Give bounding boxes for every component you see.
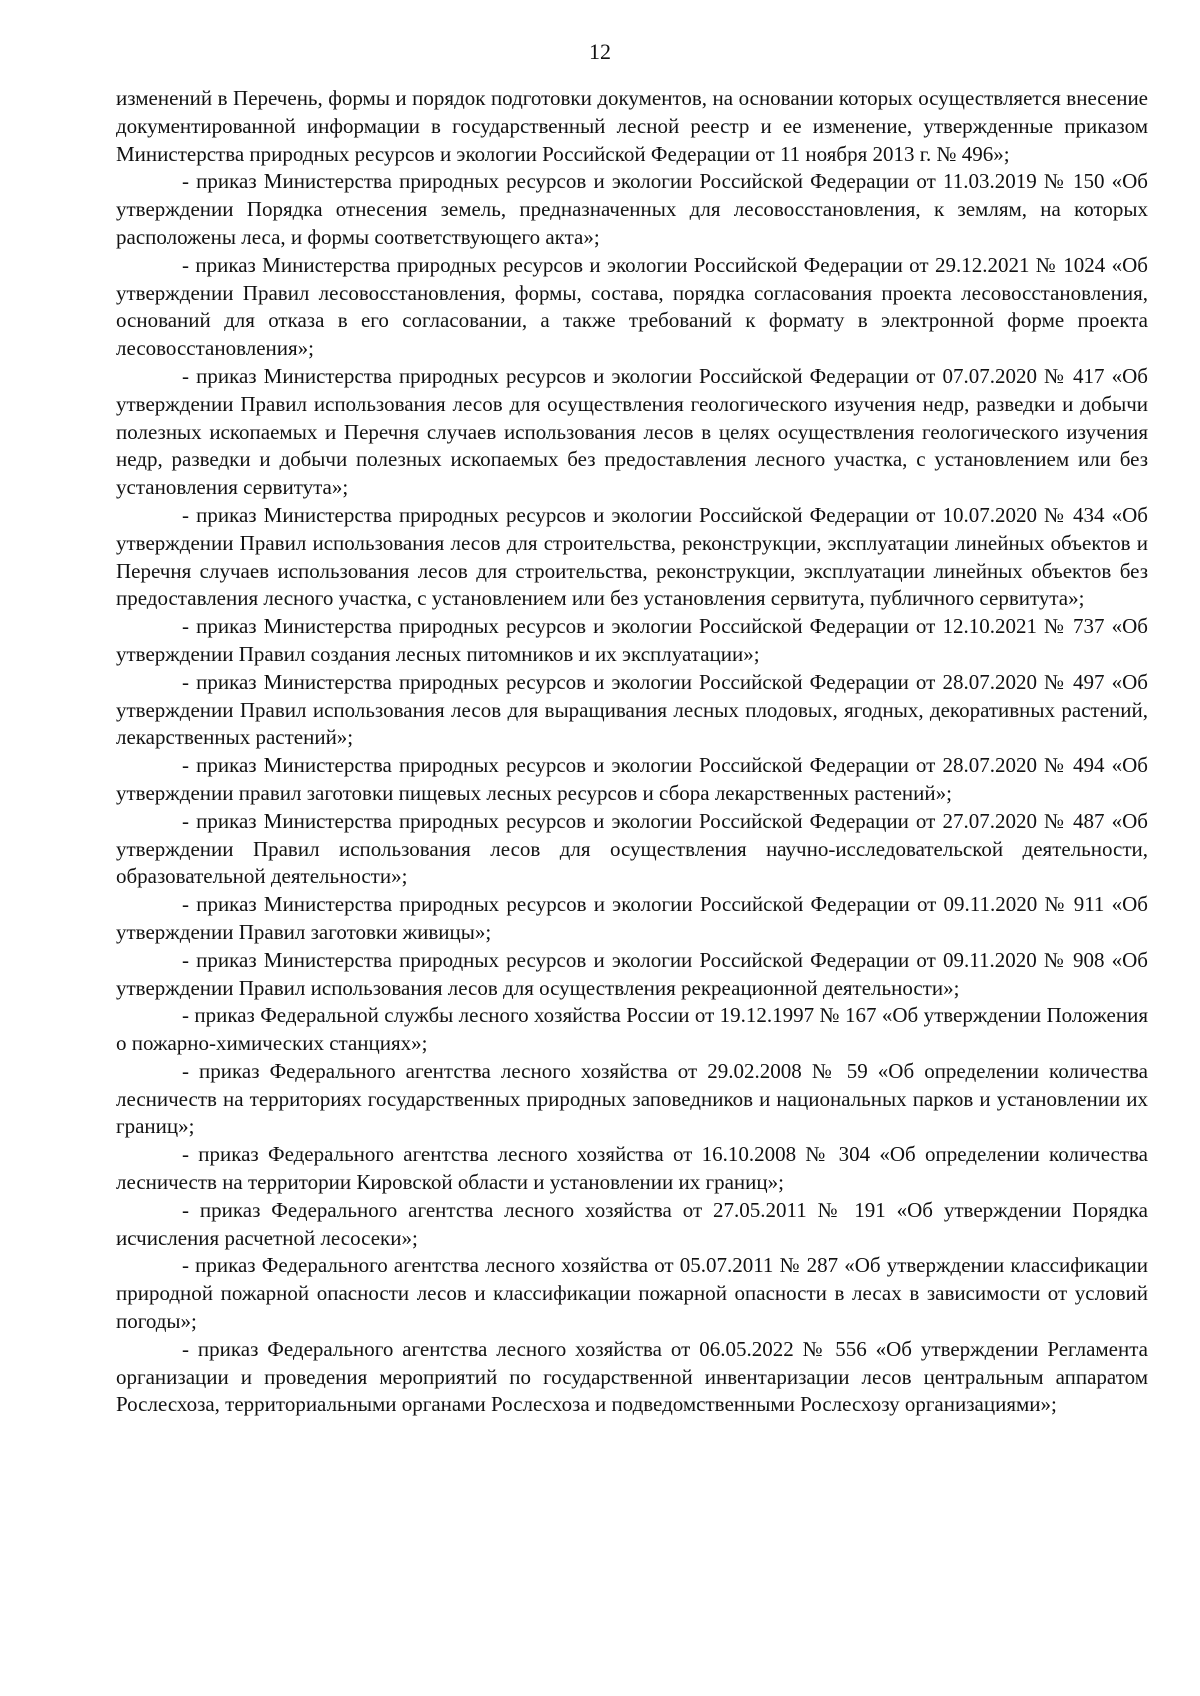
list-item: - приказ Федеральной службы лесного хозяйства России от 19.12.1997 № 167 «Об утверждении Положения о пожарно-химических станциях»; — [116, 1003, 1148, 1056]
list-item: - приказ Министерства природных ресурсов и экологии Российской Федерации от 09.11.2020 № 908 «Об утверждении Правил использования лесов для осуществления рекреационной деятельности»; — [116, 947, 1148, 1000]
document-body — [116, 85, 1148, 1419]
list-item: - приказ Министерства природных ресурсов и экологии Российской Федерации от 09.11.2020 № 911 «Об утверждении Правил заготовки живицы»; — [116, 892, 1148, 944]
list-item: - приказ Федерального агентства лесного хозяйства от 06.05.2022 № 556 «Об утверждении Регламента организации и проведения мероприятий по государственной инвентаризации лесов центральным аппаратом Рослесхоза, территориальными органами Рослесхоза и подведомственными Рослесхозу организациями»; — [116, 1336, 1148, 1417]
list-item: - приказ Федерального агентства лесного хозяйства от 16.10.2008 № 304 «Об определении количества лесничеств на территории Кировской области и установлении их границ»; — [116, 1142, 1148, 1195]
paragraph-continuation: изменений в Перечень, формы и порядок подготовки документов, на основании которых осуществляется внесение документированной информации в государственный лесной реестр и ее изменение, утвержденные приказом Министерства природных ресурсов и экологии Российской Федерации от 11 ноября 2013 г. № 496»; — [116, 86, 1148, 166]
list-item: - приказ Федерального агентства лесного хозяйства от 29.02.2008 № 59 «Об определении количества лесничеств на территориях государственных природных заповедников и национальных парков и установлении их границ»; — [116, 1058, 1148, 1139]
list-item: - приказ Министерства природных ресурсов и экологии Российской Федерации от 29.12.2021 № 1024 «Об утверждении Правил лесовосстановления, формы, состава, порядка согласования проекта лесовосстановления, оснований для отказа в его согласовании, а также требований к формату в электронной форме проекта лесовосстановления»; — [116, 252, 1148, 361]
list-item: - приказ Министерства природных ресурсов и экологии Российской Федерации от 12.10.2021 № 737 «Об утверждении Правил создания лесных питомников и их эксплуатации»; — [116, 614, 1148, 666]
page-number: 12 — [589, 39, 611, 64]
list-item: - приказ Министерства природных ресурсов и экологии Российской Федерации от 28.07.2020 № 497 «Об утверждении Правил использования лесов для выращивания лесных плодовых, ягодных, декоративных растений, лекарственных растений»; — [116, 669, 1148, 750]
list-item: - приказ Министерства природных ресурсов и экологии Российской Федерации от 11.03.2019 № 150 «Об утверждении Порядка отнесения земель, предназначенных для лесовосстановления, к землям, на которых расположены леса, и формы соответствующего акта»; — [116, 169, 1148, 249]
list-item: - приказ Министерства природных ресурсов и экологии Российской Федерации от 27.07.2020 № 487 «Об утверждении Правил использования лесов для осуществления научно-исследовательской деятельности, образовательной деятельности»; — [116, 808, 1148, 889]
list-item: - приказ Федерального агентства лесного хозяйства от 05.07.2011 № 287 «Об утверждении классификации природной пожарной опасности лесов и классификации пожарной опасности в лесах в зависимости от условий погоды»; — [116, 1253, 1148, 1334]
list-item: - приказ Министерства природных ресурсов и экологии Российской Федерации от 28.07.2020 № 494 «Об утверждении правил заготовки пищевых лесных ресурсов и сбора лекарственных растений»; — [116, 753, 1148, 805]
list-item: - приказ Министерства природных ресурсов и экологии Российской Федерации от 10.07.2020 № 434 «Об утверждении Правил использования лесов для строительства, реконструкции, эксплуатации линейных объектов и Перечня случаев использования лесов для строительства, реконструкции, эксплуатации линейных объектов без предоставления лесного участка, с установлением или без установления сервитута, публичного сервитута»; — [116, 502, 1148, 611]
list-item: - приказ Министерства природных ресурсов и экологии Российской Федерации от 07.07.2020 № 417 «Об утверждении Правил использования лесов для осуществления геологического изучения недр, разведки и добычи полезных ископаемых и Перечня случаев использования лесов в целях осуществления геологического изучения недр, разведки и добычи полезных ископаемых без предоставления лесного участка, с установлением или без установления сервитута»; — [116, 363, 1148, 500]
list-item: - приказ Федерального агентства лесного хозяйства от 27.05.2011 № 191 «Об утверждении Порядка исчисления расчетной лесосеки»; — [116, 1197, 1148, 1250]
